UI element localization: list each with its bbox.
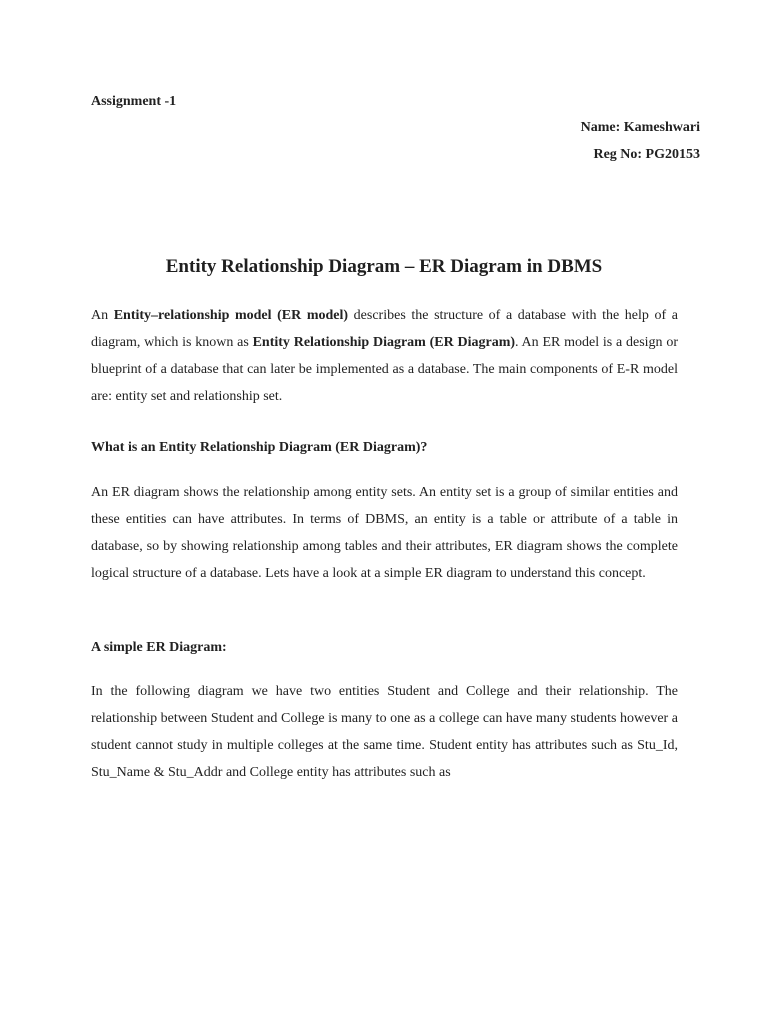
intro-bold-er-model: Entity–relationship model (ER model) bbox=[113, 308, 349, 323]
registration-number: Reg No: PG20153 bbox=[593, 147, 700, 162]
intro-text-3: . An ER model is a design or blueprint of a database that can later be implemented as a database. The main components of E-R model are: entity set and relationship set. bbox=[91, 335, 678, 404]
intro-paragraph bbox=[91, 302, 678, 410]
intro-text-2: describes the structure of a database with the help of a diagram, which is known as bbox=[91, 308, 678, 350]
section-heading-what-is-er: What is an Entity Relationship Diagram (ER Diagram)? bbox=[91, 440, 428, 455]
section-heading-simple-er: A simple ER Diagram: bbox=[91, 640, 227, 655]
document-title: Entity Relationship Diagram – ER Diagram in DBMS bbox=[165, 256, 603, 277]
assignment-label: Assignment -1 bbox=[91, 94, 177, 109]
section-paragraph-simple-er: In the following diagram we have two entities Student and College and their relationship. The relationship between Student and College is many to one as a college can have many students however a student cannot study in multiple colleges at the same time. Student entity has attributes such as Stu_Id, Stu_Name & Stu_Addr and College entity has attributes such as bbox=[91, 684, 678, 780]
intro-bold-er-diagram: Entity Relationship Diagram (ER Diagram) bbox=[252, 335, 516, 350]
section-paragraph-what-is-er: An ER diagram shows the relationship among entity sets. An entity set is a group of similar entities and these entities can have attributes. In terms of DBMS, an entity is a table or attribute of a table in database, so by showing relationship among tables and their attributes, ER diagram shows the complete logical structure of a database. Lets have a look at a simple ER diagram to understand this concept. bbox=[91, 485, 678, 581]
student-name: Name: Kameshwari bbox=[580, 120, 700, 135]
intro-text-1: An bbox=[91, 308, 114, 323]
